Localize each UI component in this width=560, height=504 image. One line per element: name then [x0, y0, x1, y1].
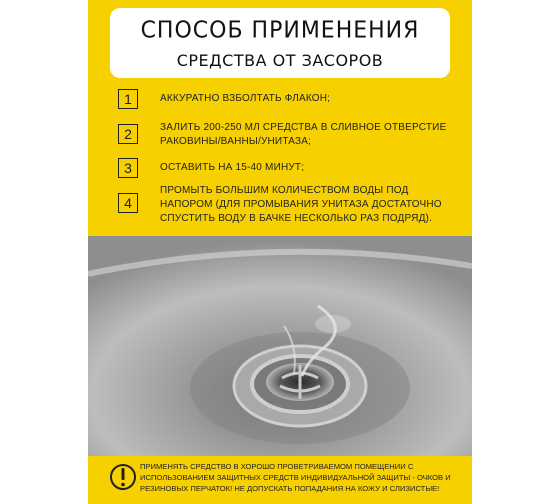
warning-icon [110, 462, 136, 492]
step-number: 2 [118, 124, 138, 144]
step-text: АККУРАТНО ВЗБОЛТАТЬ ФЛАКОН; [160, 93, 331, 104]
sink-drain-photo [88, 236, 472, 456]
step-number: 3 [118, 158, 138, 178]
step-text: ПРОМЫТЬ БОЛЬШИМ КОЛИЧЕСТВОМ ВОДЫ ПОД НАПОРОМ (ДЛЯ ПРОМЫВАНИЯ УНИТАЗА ДОСТАТОЧНО СПУСТИТЬ ВОДУ В БАЧКЕ НЕСКОЛЬКО РАЗ ПОДРЯД). [160, 185, 442, 224]
page-title: СПОСОБ ПРИМЕНЕНИЯ [140, 17, 420, 44]
warning-block [88, 458, 472, 504]
warning-text: ПРИМЕНЯТЬ СРЕДСТВО В ХОРОШО ПРОВЕТРИВАЕМОМ ПОМЕЩЕНИИ С ИСПОЛЬЗОВАНИЕМ ЗАЩИТНЫХ СРЕДСТВ ИНДИВИДУАЛЬНОЙ ЗАЩИТЫ - ОЧКОВ И РЕЗИНОВЫХ ПЕРЧАТОК! НЕ ДОПУСКАТЬ ПОПАДАНИЯ НА КОЖУ И СЛИЗИСТЫЕ! [140, 462, 451, 493]
step-text: ОСТАВИТЬ НА 15-40 МИНУТ; [160, 162, 305, 173]
instruction-panel [88, 0, 472, 504]
step-text: ЗАЛИТЬ 200-250 МЛ СРЕДСТВА В СЛИВНОЕ ОТВЕРСТИЕ РАКОВИНЫ/ВАННЫ/УНИТАЗА; [160, 122, 447, 147]
step-number: 1 [118, 89, 138, 109]
sink-drain-illustration [88, 236, 472, 456]
page-subtitle: СРЕДСТВА ОТ ЗАСОРОВ [176, 51, 384, 70]
title-box [110, 8, 450, 78]
step-number: 4 [118, 193, 138, 213]
